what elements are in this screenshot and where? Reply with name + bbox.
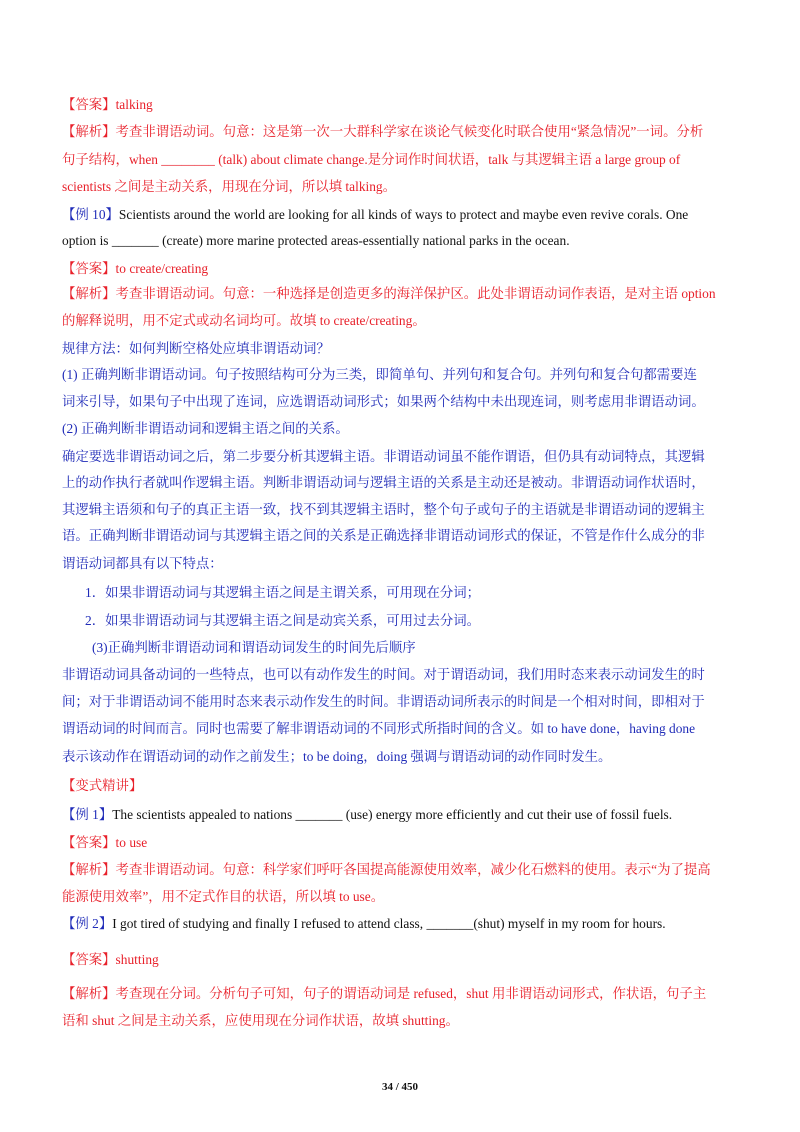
text-line [62, 501, 742, 519]
text-span: 【例 1】 [62, 807, 113, 822]
text-span: 的解释说明，用不定式或动名词均可。故填 to create/creating。 [62, 313, 426, 328]
text-span: 词来引导，如果句子中出现了连词，应选谓语动词形式；如果两个结构中未出现连词，则考虑用非谓语动词。 [62, 394, 705, 409]
text-span: talking [115, 97, 153, 112]
text-line [62, 178, 742, 196]
text-line [62, 861, 742, 879]
text-line [62, 232, 742, 250]
text-span: 【例 10】 [62, 207, 119, 222]
text-span: 【答案】shutting [62, 952, 159, 967]
text-span: 其逻辑主语须和句子的真正主语一致，找不到其逻辑主语时，整个句子或句子的主语就是非谓语动词的逻辑主 [62, 502, 705, 517]
text-span: 能源使用效率”，用不定式作目的状语，所以填 to use。 [62, 889, 385, 904]
text-span: 【解析】考查现在分词。分析句子可知，句子的谓语动词是 refused，shut 用非谓语动词形式，作状语，句子主 [62, 986, 707, 1001]
text-span: 表示该动作在谓语动词的动作之前发生；to be doing，doing 强调与谓语动词的动作同时发生。 [62, 749, 612, 764]
text-span: 【解析】考查非谓语动词。句意：科学家们呼吁各国提高能源使用效率，减少化石燃料的使用。表示“为了提高 [62, 862, 711, 877]
text-line [62, 420, 742, 438]
text-span: Scientists around the world are looking for all kinds of ways to protect and maybe even revive corals. One [118, 207, 689, 222]
text-line [62, 366, 742, 384]
text-span: 语和 shut 之间是主动关系，应使用现在分词作状语，故填 shutting。 [62, 1013, 459, 1028]
text-line [62, 285, 742, 303]
text-line [62, 151, 742, 169]
text-line [62, 96, 742, 114]
text-line [62, 951, 742, 969]
text-span: 【答案】 [62, 97, 116, 112]
text-span: 句子结构，when ________ (talk) about climate change.是分词作时间状语，talk 与其逻辑主语 a large group of [62, 152, 681, 167]
text-span: 【例 2】 [62, 916, 113, 931]
text-line [85, 584, 765, 602]
text-line [62, 448, 742, 466]
page-number: 34 / 450 [381, 1081, 419, 1093]
text-line [62, 340, 742, 358]
text-line [62, 985, 742, 1003]
text-span: 语。正确判断非谓语动词与其逻辑主语之间的关系是正确选择非谓语动词形式的保证，不管是作什么成分的非 [62, 528, 705, 543]
text-span: 非谓语动词具备动词的一些特点，也可以有动作发生的时间。对于谓语动词，我们用时态来表示动词发生的时 [62, 667, 705, 682]
text-line [62, 260, 742, 278]
text-line [62, 915, 742, 933]
text-line [62, 527, 742, 545]
text-line [62, 888, 742, 906]
text-line [62, 123, 742, 141]
text-line [92, 639, 772, 657]
text-line [62, 666, 742, 684]
text-line [62, 806, 742, 824]
text-span: 确定要选非谓语动词之后，第二步要分析其逻辑主语。非谓语动词虽不能作谓语，但仍具有动词特点，其逻辑 [62, 449, 705, 464]
text-span: 【答案】to create/creating [62, 261, 209, 276]
text-span: 2．如果非谓语动词与其逻辑主语之间是动宾关系，可用过去分词。 [85, 613, 481, 628]
text-span: 【解析】考查非谓语动词。句意：这是第一次一大群科学家在谈论气候变化时联合使用“紧急情况”一词。分析 [62, 124, 704, 139]
text-span: 谓语动词的时间而言。同时也需要了解非谓语动词的不同形式所指时间的含义。如 to have done，having done [62, 721, 696, 736]
text-line [62, 312, 742, 330]
text-line [85, 612, 765, 630]
text-line [62, 834, 742, 852]
text-span: I got tired of studying and finally I refused to attend class, _______(shut) myself in my room for hours. [112, 916, 666, 931]
text-line [62, 693, 742, 711]
text-line [62, 206, 742, 224]
text-line [62, 720, 742, 738]
text-span: The scientists appealed to nations _______ (use) energy more efficiently and cut their use of fossil fuels. [112, 807, 673, 822]
text-line [62, 555, 742, 573]
text-span: scientists 之间是主动关系，用现在分词，所以填 talking。 [62, 179, 397, 194]
text-span: 【变式精讲】 [62, 778, 143, 793]
text-span: (2) 正确判断非谓语动词和逻辑主语之间的关系。 [62, 421, 349, 436]
text-line [62, 777, 742, 795]
text-span: option is _______ (create) more marine protected areas-essentially national parks in the ocean. [62, 233, 570, 248]
text-line [62, 393, 742, 411]
text-span: 上的动作执行者就叫作逻辑主语。判断非谓语动词与逻辑主语的关系是主动还是被动。非谓语动词作状语时， [62, 475, 705, 490]
text-line [62, 748, 742, 766]
text-span: (3)正确判断非谓语动词和谓语动词发生的时间先后顺序 [92, 640, 416, 655]
text-span: 1．如果非谓语动词与其逻辑主语之间是主谓关系，可用现在分词； [85, 585, 481, 600]
text-line [62, 1012, 742, 1030]
text-span: 规律方法：如何判断空格处应填非谓语动词？ [62, 341, 330, 356]
text-span: 间；对于非谓语动词不能用时态来表示动作发生的时间。非谓语动词所表示的时间是一个相对时间，即相对于 [62, 694, 705, 709]
text-span: 【答案】to use [62, 835, 148, 850]
text-span: 【解析】考查非谓语动词。句意：一种选择是创造更多的海洋保护区。此处非谓语动词作表语，是对主语 option [62, 286, 716, 301]
text-span: 谓语动词都具有以下特点： [62, 556, 223, 571]
text-line [62, 474, 742, 492]
text-span: (1) 正确判断非谓语动词。句子按照结构可分为三类，即简单句、并列句和复合句。并列句和复合句都需要连 [62, 367, 697, 382]
